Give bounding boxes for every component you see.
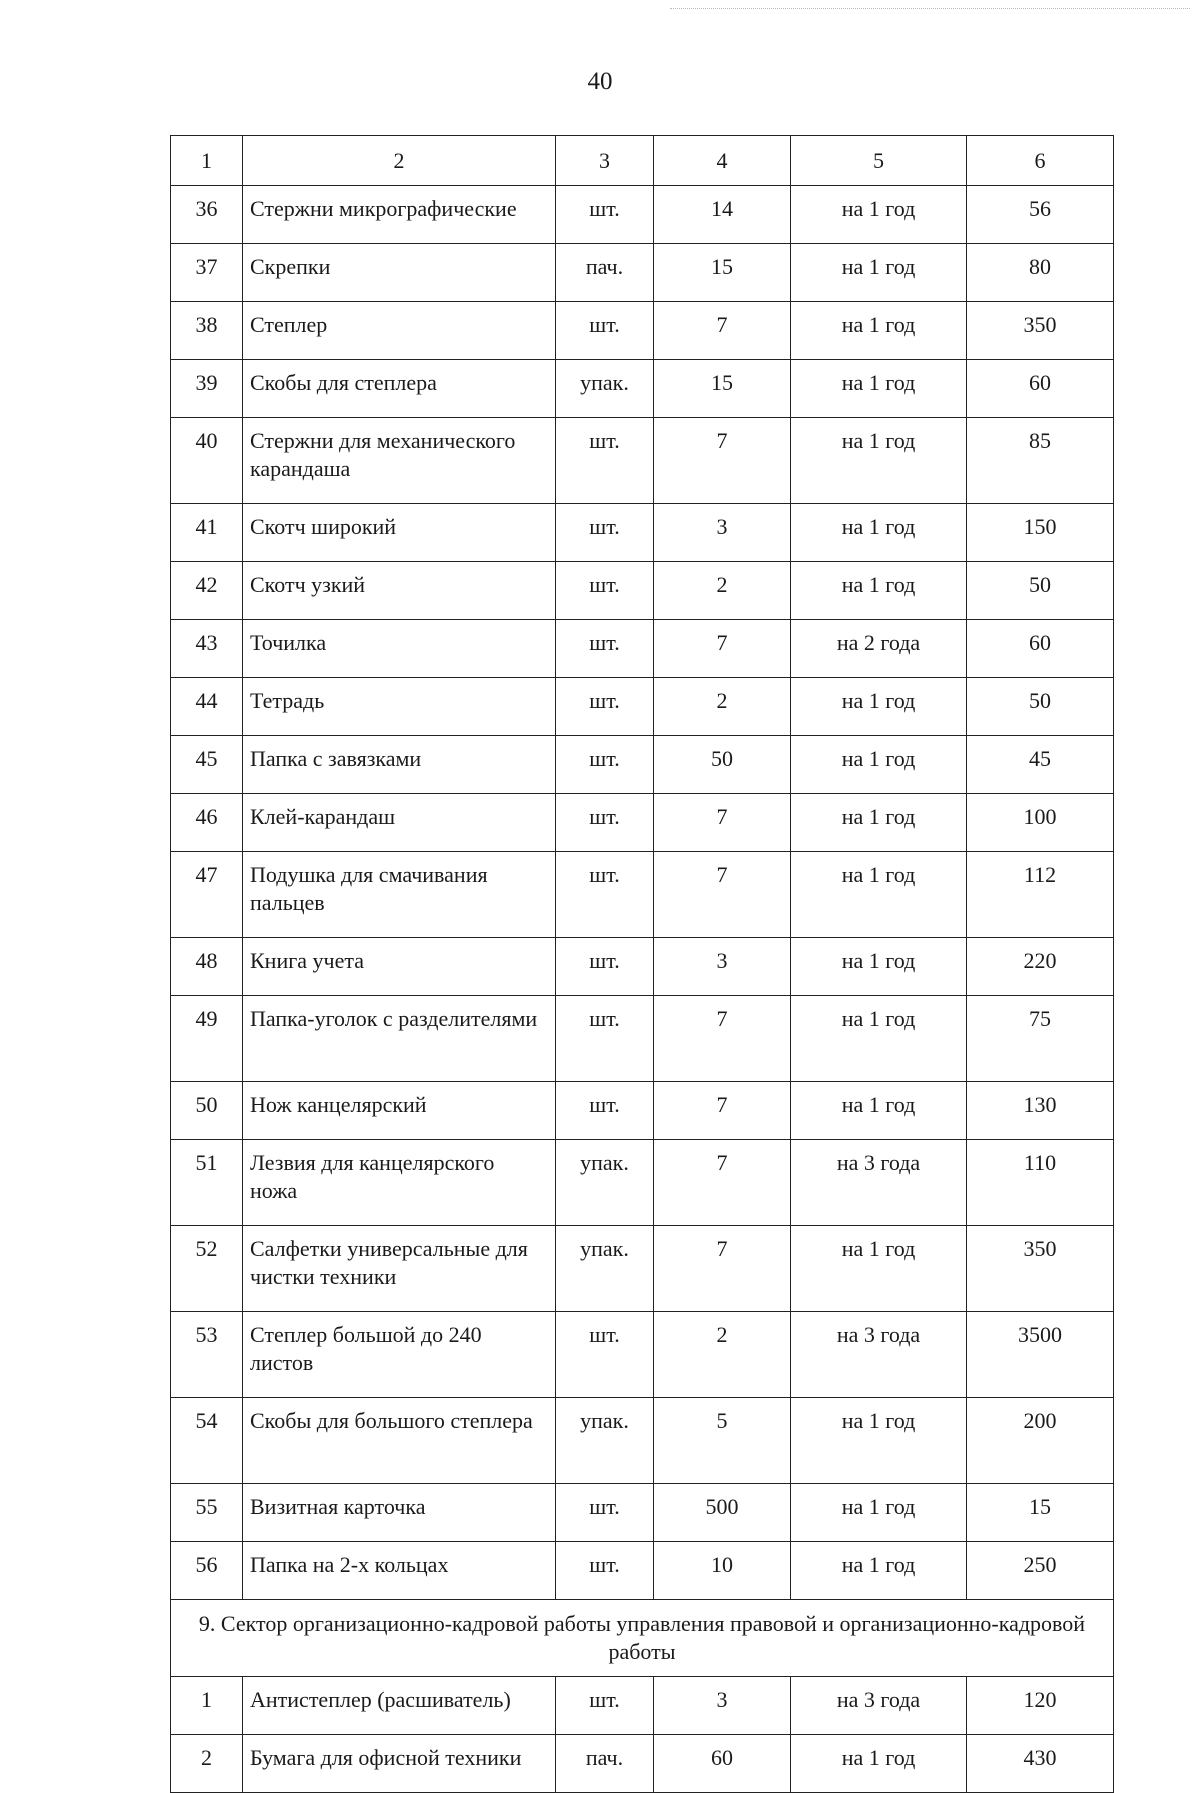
unit-cell: шт. (556, 1312, 654, 1398)
row-number: 45 (171, 736, 243, 794)
quantity-cell: 3 (654, 938, 791, 996)
row-number: 48 (171, 938, 243, 996)
unit-cell: шт. (556, 504, 654, 562)
row-number: 42 (171, 562, 243, 620)
price-cell: 3500 (967, 1312, 1114, 1398)
quantity-cell: 10 (654, 1542, 791, 1600)
period-cell: на 1 год (791, 1082, 967, 1140)
item-name: Степлер (243, 302, 556, 360)
unit-cell: упак. (556, 1140, 654, 1226)
quantity-cell: 7 (654, 418, 791, 504)
quantity-cell: 7 (654, 794, 791, 852)
unit-cell: шт. (556, 562, 654, 620)
period-cell: на 3 года (791, 1312, 967, 1398)
unit-cell: пач. (556, 244, 654, 302)
unit-cell: шт. (556, 996, 654, 1082)
row-number: 2 (171, 1735, 243, 1793)
row-number: 55 (171, 1484, 243, 1542)
quantity-cell: 3 (654, 1677, 791, 1735)
table-row (171, 302, 1114, 360)
price-cell: 220 (967, 938, 1114, 996)
price-cell: 85 (967, 418, 1114, 504)
row-number: 40 (171, 418, 243, 504)
unit-cell: шт. (556, 938, 654, 996)
quantity-cell: 2 (654, 562, 791, 620)
item-name: Антистеплер (расшиватель) (243, 1677, 556, 1735)
period-cell: на 1 год (791, 794, 967, 852)
item-name: Тетрадь (243, 678, 556, 736)
unit-cell: шт. (556, 1082, 654, 1140)
quantity-cell: 3 (654, 504, 791, 562)
price-cell: 430 (967, 1735, 1114, 1793)
period-cell: на 1 год (791, 562, 967, 620)
table-row (171, 1677, 1114, 1735)
table-row (171, 562, 1114, 620)
item-name: Стержни микрографические (243, 186, 556, 244)
quantity-cell: 7 (654, 852, 791, 938)
price-cell: 80 (967, 244, 1114, 302)
unit-cell: упак. (556, 360, 654, 418)
price-cell: 112 (967, 852, 1114, 938)
row-number: 39 (171, 360, 243, 418)
item-name: Папка на 2-х кольцах (243, 1542, 556, 1600)
table-row (171, 736, 1114, 794)
period-cell: на 3 года (791, 1677, 967, 1735)
row-number: 36 (171, 186, 243, 244)
price-cell: 50 (967, 562, 1114, 620)
row-number: 51 (171, 1140, 243, 1226)
quantity-cell: 7 (654, 1140, 791, 1226)
item-name: Книга учета (243, 938, 556, 996)
item-name: Папка-уголок с разделителями (243, 996, 556, 1082)
item-name: Стержни для механического карандаша (243, 418, 556, 504)
quantity-cell: 5 (654, 1398, 791, 1484)
item-name: Скрепки (243, 244, 556, 302)
period-cell: на 1 год (791, 736, 967, 794)
period-cell: на 1 год (791, 1226, 967, 1312)
header-cell: 5 (791, 136, 967, 186)
table-row (171, 620, 1114, 678)
price-cell: 50 (967, 678, 1114, 736)
row-number: 50 (171, 1082, 243, 1140)
period-cell: на 1 год (791, 938, 967, 996)
table-row (171, 794, 1114, 852)
unit-cell: шт. (556, 1484, 654, 1542)
price-cell: 15 (967, 1484, 1114, 1542)
table-row (171, 1735, 1114, 1793)
item-name: Лезвия для канцелярского ножа (243, 1140, 556, 1226)
quantity-cell: 14 (654, 186, 791, 244)
price-cell: 350 (967, 1226, 1114, 1312)
price-cell: 350 (967, 302, 1114, 360)
table-row (171, 678, 1114, 736)
item-name: Бумага для офисной техники (243, 1735, 556, 1793)
header-cell: 1 (171, 136, 243, 186)
period-cell: на 2 года (791, 620, 967, 678)
table-row (171, 1484, 1114, 1542)
column-number-row (171, 136, 1114, 186)
row-number: 44 (171, 678, 243, 736)
period-cell: на 1 год (791, 504, 967, 562)
table-row (171, 1140, 1114, 1226)
table-row (171, 1398, 1114, 1484)
header-cell: 2 (243, 136, 556, 186)
price-cell: 200 (967, 1398, 1114, 1484)
price-cell: 60 (967, 620, 1114, 678)
row-number: 47 (171, 852, 243, 938)
header-cell: 6 (967, 136, 1114, 186)
table-row (171, 1542, 1114, 1600)
quantity-cell: 7 (654, 1226, 791, 1312)
period-cell: на 3 года (791, 1140, 967, 1226)
period-cell: на 1 год (791, 244, 967, 302)
quantity-cell: 7 (654, 302, 791, 360)
row-number: 46 (171, 794, 243, 852)
unit-cell: шт. (556, 1677, 654, 1735)
quantity-cell: 500 (654, 1484, 791, 1542)
row-number: 1 (171, 1677, 243, 1735)
row-number: 52 (171, 1226, 243, 1312)
price-cell: 75 (967, 996, 1114, 1082)
row-number: 49 (171, 996, 243, 1082)
unit-cell: шт. (556, 794, 654, 852)
row-number: 38 (171, 302, 243, 360)
unit-cell: шт. (556, 186, 654, 244)
period-cell: на 1 год (791, 1542, 967, 1600)
table-row (171, 504, 1114, 562)
unit-cell: шт. (556, 678, 654, 736)
price-cell: 45 (967, 736, 1114, 794)
header-cell: 4 (654, 136, 791, 186)
period-cell: на 1 год (791, 852, 967, 938)
price-cell: 100 (967, 794, 1114, 852)
unit-cell: шт. (556, 418, 654, 504)
unit-cell: шт. (556, 852, 654, 938)
table-row (171, 1312, 1114, 1398)
row-number: 53 (171, 1312, 243, 1398)
quantity-cell: 15 (654, 244, 791, 302)
table-row (171, 938, 1114, 996)
period-cell: на 1 год (791, 1398, 967, 1484)
price-cell: 130 (967, 1082, 1114, 1140)
period-cell: на 1 год (791, 996, 967, 1082)
item-name: Нож канцелярский (243, 1082, 556, 1140)
row-number: 56 (171, 1542, 243, 1600)
period-cell: на 1 год (791, 360, 967, 418)
item-name: Салфетки универсальные для чистки техники (243, 1226, 556, 1312)
price-cell: 250 (967, 1542, 1114, 1600)
item-name: Скотч узкий (243, 562, 556, 620)
item-name: Клей-карандаш (243, 794, 556, 852)
quantity-cell: 7 (654, 1082, 791, 1140)
item-name: Скотч широкий (243, 504, 556, 562)
supplies-table (170, 135, 1114, 1793)
table-row (171, 1082, 1114, 1140)
quantity-cell: 7 (654, 620, 791, 678)
period-cell: на 1 год (791, 1484, 967, 1542)
price-cell: 110 (967, 1140, 1114, 1226)
unit-cell: шт. (556, 620, 654, 678)
price-cell: 56 (967, 186, 1114, 244)
period-cell: на 1 год (791, 302, 967, 360)
unit-cell: шт. (556, 302, 654, 360)
unit-cell: упак. (556, 1398, 654, 1484)
table-row (171, 852, 1114, 938)
price-cell: 150 (967, 504, 1114, 562)
table-row (171, 360, 1114, 418)
scan-artifact-line (670, 8, 1190, 10)
page-number: 40 (587, 68, 613, 95)
section-title: 9. Сектор организационно-кадровой работы управления правовой и организационно-кадровой работы (171, 1600, 1114, 1677)
item-name: Скобы для степлера (243, 360, 556, 418)
item-name: Точилка (243, 620, 556, 678)
item-name: Подушка для смачивания пальцев (243, 852, 556, 938)
price-cell: 60 (967, 360, 1114, 418)
unit-cell: шт. (556, 736, 654, 794)
price-cell: 120 (967, 1677, 1114, 1735)
unit-cell: шт. (556, 1542, 654, 1600)
quantity-cell: 2 (654, 1312, 791, 1398)
item-name: Папка с завязками (243, 736, 556, 794)
period-cell: на 1 год (791, 1735, 967, 1793)
header-cell: 3 (556, 136, 654, 186)
table-row (171, 996, 1114, 1082)
row-number: 37 (171, 244, 243, 302)
unit-cell: упак. (556, 1226, 654, 1312)
period-cell: на 1 год (791, 186, 967, 244)
table-row (171, 1226, 1114, 1312)
quantity-cell: 2 (654, 678, 791, 736)
item-name: Визитная карточка (243, 1484, 556, 1542)
row-number: 54 (171, 1398, 243, 1484)
item-name: Скобы для большого степлера (243, 1398, 556, 1484)
table-row (171, 418, 1114, 504)
unit-cell: пач. (556, 1735, 654, 1793)
row-number: 41 (171, 504, 243, 562)
quantity-cell: 60 (654, 1735, 791, 1793)
period-cell: на 1 год (791, 678, 967, 736)
period-cell: на 1 год (791, 418, 967, 504)
quantity-cell: 50 (654, 736, 791, 794)
row-number: 43 (171, 620, 243, 678)
table-row (171, 186, 1114, 244)
section-header-row (171, 1600, 1114, 1677)
table-row (171, 244, 1114, 302)
quantity-cell: 15 (654, 360, 791, 418)
quantity-cell: 7 (654, 996, 791, 1082)
item-name: Степлер большой до 240 листов (243, 1312, 556, 1398)
